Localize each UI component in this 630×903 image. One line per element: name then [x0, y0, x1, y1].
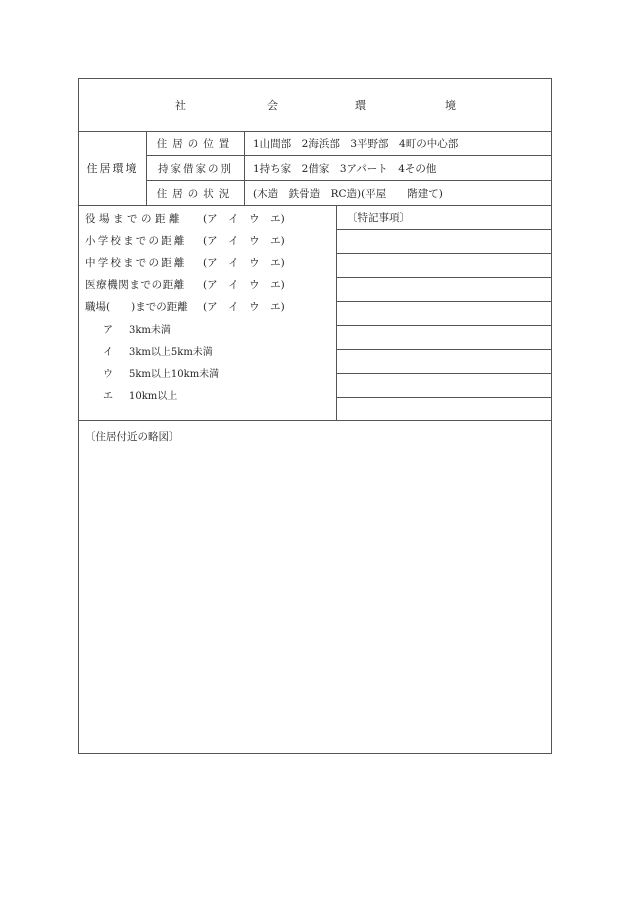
distance-label: 中学校までの距離: [85, 257, 187, 269]
legend-mark: エ: [103, 391, 113, 402]
special-notes-box[interactable]: [337, 206, 551, 420]
note-line: [337, 277, 551, 278]
legend-mark: ア: [103, 325, 113, 336]
env-key-condition: 住居の状況: [147, 181, 245, 205]
legend-text: 5km以上10km未満: [129, 369, 220, 380]
living-environment-section: [79, 131, 551, 206]
note-line: [337, 373, 551, 374]
env-value-ownership[interactable]: 1持ち家 2借家 3アパート 4その他: [253, 162, 437, 175]
distance-label: 医療機関までの距離: [85, 279, 185, 291]
env-row-condition: [147, 181, 551, 205]
note-line: [337, 397, 551, 398]
distance-label: 小学校までの距離: [85, 235, 187, 247]
title-char-4: 境: [445, 99, 456, 112]
legend-row-a: [103, 321, 171, 339]
distance-list: [79, 206, 337, 420]
note-line: [337, 229, 551, 230]
social-environment-form: [78, 78, 552, 754]
distance-label: 職場( )までの距離: [85, 301, 188, 313]
legend-row-u: [103, 365, 220, 383]
distance-label: 役場までの距離: [85, 213, 183, 225]
title-row: [79, 79, 551, 132]
distance-choices[interactable]: (ア イ ウ エ): [203, 257, 285, 269]
special-notes-heading: 〔特記事項〕: [347, 212, 410, 224]
note-line: [337, 325, 551, 326]
title-char-2: 会: [267, 99, 278, 112]
legend-text: 10km以上: [129, 391, 178, 402]
distance-row-junior-high-school: [85, 255, 285, 273]
distance-row-medical-facility: [85, 277, 285, 295]
env-key-ownership: 持家借家の別: [147, 156, 245, 180]
env-row-ownership: [147, 156, 551, 181]
distance-row-elementary-school: [85, 233, 285, 251]
distance-row-town-hall: [85, 211, 285, 229]
note-line: [337, 253, 551, 254]
legend-mark: ウ: [103, 369, 113, 380]
env-key-location: 住居の位置: [147, 131, 245, 155]
note-line: [337, 349, 551, 350]
distance-choices[interactable]: (ア イ ウ エ): [203, 301, 285, 313]
note-line: [337, 301, 551, 302]
legend-row-i: [103, 343, 213, 361]
distance-choices[interactable]: (ア イ ウ エ): [203, 213, 285, 225]
legend-mark: イ: [103, 347, 113, 358]
env-value-condition[interactable]: (木造 鉄骨造 RC造)(平屋 階建て): [253, 187, 443, 200]
title-char-1: 社: [175, 99, 186, 112]
title-char-3: 環: [355, 99, 366, 112]
legend-row-e: [103, 387, 178, 405]
sketch-heading: 〔住居付近の略図〕: [85, 431, 180, 443]
distance-section: [79, 206, 551, 421]
nearby-sketch-area[interactable]: [79, 421, 551, 753]
distance-choices[interactable]: (ア イ ウ エ): [203, 235, 285, 247]
distance-choices[interactable]: (ア イ ウ エ): [203, 279, 285, 291]
legend-text: 3km以上5km未満: [129, 347, 213, 358]
legend-text: 3km未満: [129, 325, 171, 336]
distance-row-workplace: [85, 299, 285, 317]
env-value-location[interactable]: 1山間部 2海浜部 3平野部 4町の中心部: [253, 137, 459, 150]
env-row-location: [147, 131, 551, 156]
living-environment-label: 住居環境: [79, 131, 147, 205]
